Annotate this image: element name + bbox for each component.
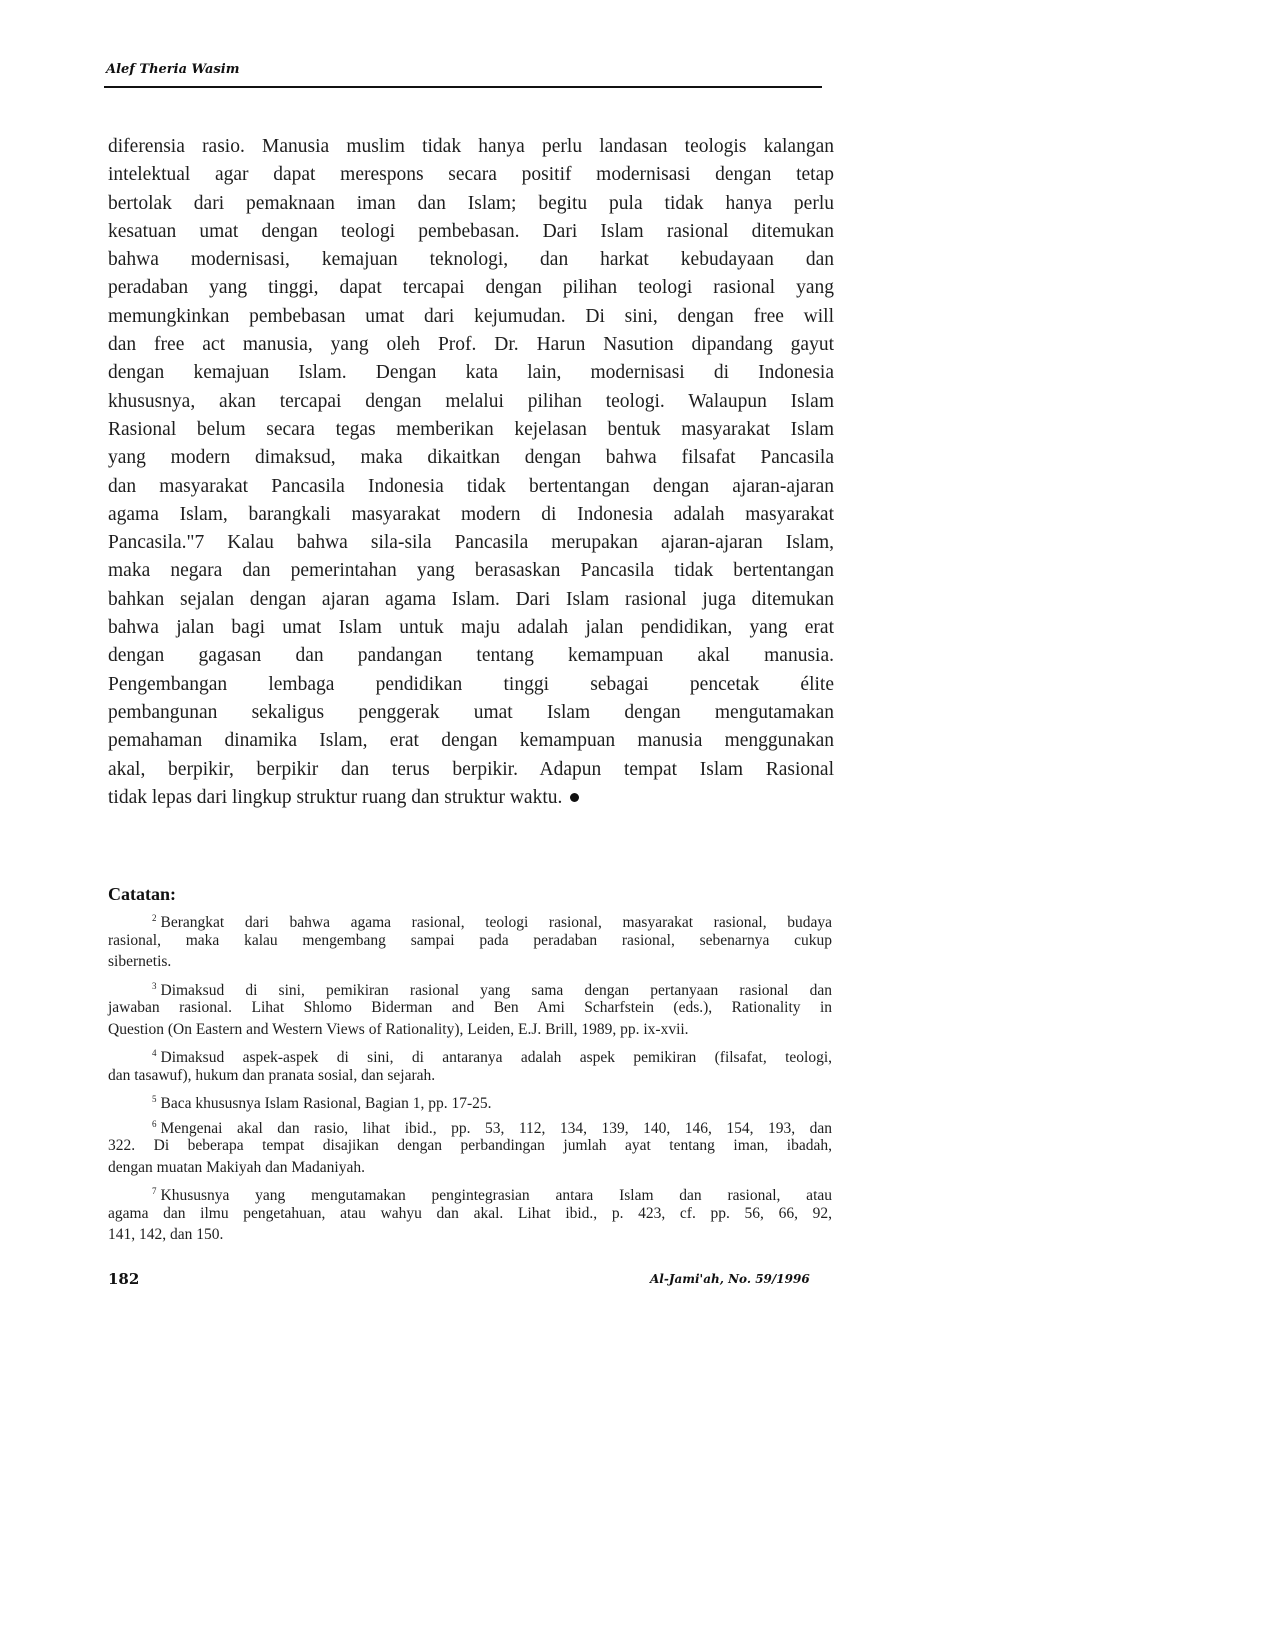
journal-citation: Al-Jami'ah, No. 59/1996 [650, 1272, 810, 1286]
footnote [108, 1089, 832, 1111]
running-head: Alef Theria Wasim [106, 62, 240, 77]
footnote-marker: 7 [152, 1186, 157, 1196]
end-mark-icon [570, 793, 579, 802]
footnote-marker: 5 [152, 1094, 157, 1104]
body-line: agama Islam, barangkali masyarakat modern di Indonesia adalah masyarakat [108, 503, 834, 525]
footnote-line: agama dan ilmu pengetahuan, atau wahyu dan akal. Lihat ibid., p. 423, cf. pp. 56, 66, 92, [108, 1204, 832, 1222]
body-line: Rasional belum secara tegas memberikan kejelasan bentuk masyarakat Islam [108, 418, 834, 440]
footnote-marker: 2 [152, 913, 157, 923]
footnote-marker: 6 [152, 1118, 157, 1129]
body-line: dengan gagasan dan pandangan tentang kemampuan akal manusia. [108, 645, 834, 667]
body-line: yang modern dimaksud, maka dikaitkan dengan bahwa filsafat Pancasila [108, 447, 834, 469]
body-line: dan free act manusia, yang oleh Prof. Dr. Harun Nasution dipandang gayut [108, 334, 834, 356]
page-number: 182 [108, 1270, 140, 1288]
footnote-line: jawaban rasional. Lihat Shlomo Biderman and Ben Ami Scharfstein (eds.), Rationality in [108, 999, 832, 1016]
body-line: akal, berpikir, berpikir dan terus berpikir. Adapun tempat Islam Rasional [108, 758, 834, 780]
body-text [108, 133, 834, 812]
footnote [108, 1043, 832, 1086]
footnote-line: Khususnya yang mengutamakan pengintegrasian antara Islam dan rasional, atau [160, 1187, 832, 1204]
footnote-line: rasional, maka kalau mengembang sampai pada peradaban rasional, sebenarnya cukup [108, 931, 832, 949]
footnote-line: Dimaksud di sini, pemikiran rasional yang sama dengan pertanyaan rasional dan [160, 981, 832, 999]
body-line: Pancasila."7 Kalau bahwa sila-sila Pancasila merupakan ajaran-ajaran Islam, [108, 532, 834, 554]
footnote [108, 1114, 832, 1179]
body-line: peradaban yang tinggi, dapat tercapai dengan pilihan teologi rasional yang [108, 277, 834, 299]
footnote-line: 141, 142, dan 150. [108, 1226, 224, 1243]
body-line: bertolak dari pemaknaan iman dan Islam; begitu pula tidak hanya perlu [108, 192, 834, 214]
footnote-marker: 3 [152, 980, 157, 991]
body-line: maka negara dan pemerintahan yang berasaskan Pancasila tidak bertentangan [108, 560, 834, 582]
footnote-line: Mengenai akal dan rasio, lihat ibid., pp. 53, 112, 134, 139, 140, 146, 154, 193, dan [160, 1119, 832, 1137]
body-line: dan masyarakat Pancasila Indonesia tidak bertentangan dengan ajaran-ajaran [108, 475, 834, 497]
footnotes [108, 908, 832, 1249]
footnote [108, 908, 832, 973]
footnote-line: dan tasawuf), hukum dan pranata sosial, dan sejarah. [108, 1066, 436, 1084]
body-line: khususnya, akan tercapai dengan melalui pilihan teologi. Walaupun Islam [108, 390, 834, 412]
footnote-line: sibernetis. [108, 953, 172, 970]
body-line: dengan kemajuan Islam. Dengan kata lain, modernisasi di Indonesia [108, 362, 834, 384]
body-line: bahwa modernisasi, kemajuan teknologi, dan harkat kebudayaan dan [108, 249, 834, 271]
body-line: tidak lepas dari lingkup struktur ruang dan struktur waktu. [108, 784, 834, 812]
footnote [108, 976, 832, 1041]
notes-heading: Catatan: [108, 884, 176, 904]
body-line: bahwa jalan bagi umat Islam untuk maju adalah jalan pendidikan, yang erat [108, 617, 834, 639]
footnote-line: Baca khususnya Islam Rasional, Bagian 1, pp. 17-25. [160, 1095, 492, 1112]
footnote [108, 1181, 832, 1246]
body-line: memungkinkan pembebasan umat dari kejumudan. Di sini, dengan free will [108, 305, 834, 327]
footnote-line: Dimaksud aspek-aspek di sini, di antaranya adalah aspek pemikiran (filsafat, teologi, [160, 1049, 832, 1066]
footnote-line: dengan muatan Makiyah dan Madaniyah. [108, 1158, 365, 1176]
body-line: intelektual agar dapat merespons secara positif modernisasi dengan tetap [108, 164, 834, 186]
body-line: diferensia rasio. Manusia muslim tidak hanya perlu landasan teologis kalangan [108, 136, 834, 157]
body-line: pembangunan sekaligus penggerak umat Islam dengan mengutamakan [108, 701, 834, 723]
header-rule [104, 86, 822, 88]
body-line: pemahaman dinamika Islam, erat dengan kemampuan manusia menggunakan [108, 730, 834, 752]
footnote-line: Berangkat dari bahwa agama rasional, teologi rasional, masyarakat rasional, budaya [160, 914, 832, 931]
body-line: Pengembangan lembaga pendidikan tinggi sebagai pencetak élite [108, 673, 834, 695]
footnote-marker: 4 [152, 1048, 157, 1058]
body-line: bahkan sejalan dengan ajaran agama Islam. Dari Islam rasional juga ditemukan [108, 588, 834, 610]
footnote-line: Question (On Eastern and Western Views of Rationality), Leiden, E.J. Brill, 1989, pp. ix-xvii. [108, 1020, 689, 1038]
body-line: kesatuan umat dengan teologi pembebasan. Dari Islam rasional ditemukan [108, 220, 834, 242]
footnote-line: 322. Di beberapa tempat disajikan dengan perbandingan jumlah ayat tentang iman, ibadah, [108, 1137, 832, 1154]
